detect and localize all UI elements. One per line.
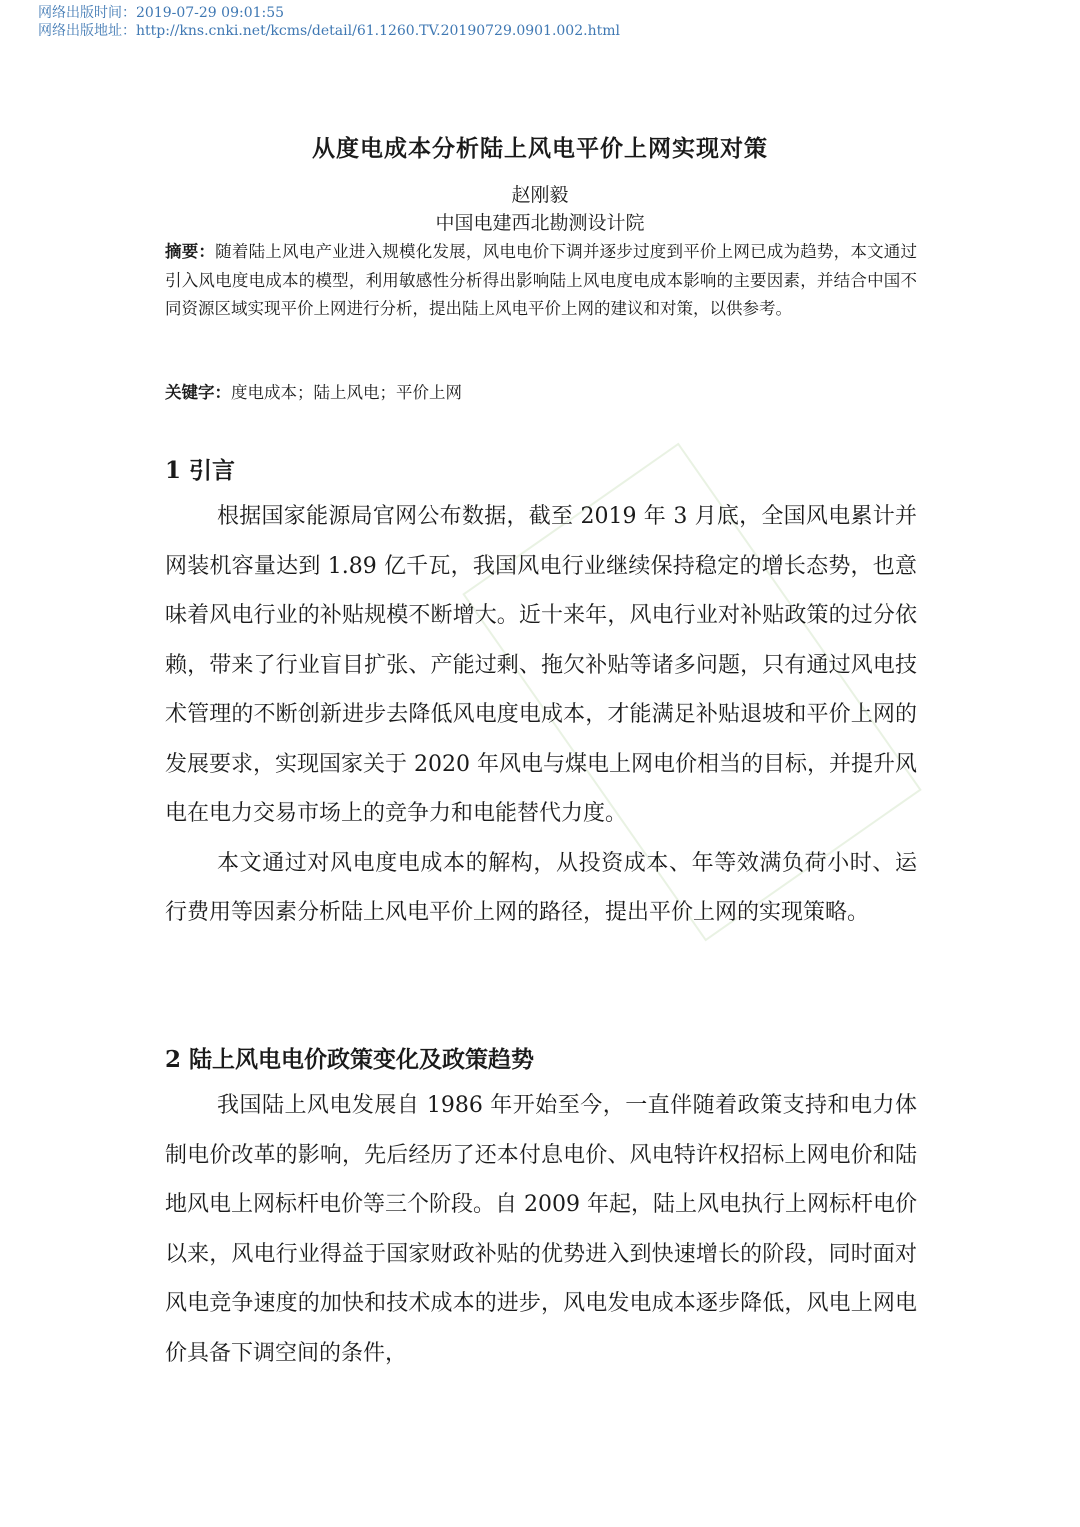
section-heading-intro: 1 引言: [165, 457, 236, 484]
author: 赵刚毅: [511, 184, 569, 206]
abstract: [165, 238, 917, 324]
abstract-text: 随着陆上风电产业进入规模化发展，风电电价下调并逐步过度到平价上网已成为趋势，本文通过引入风电度电成本的模型，利用敏感性分析得出影响陆上风电度电成本影响的主要因素，并结合中国不同资源区域实现平价上网进行分析，提出陆上风电平价上网的建议和对策，以供参考。: [165, 242, 918, 318]
paragraph: 我国陆上风电发展自 1986 年开始至今，一直伴随着政策支持和电力体制电价改革的影响，先后经历了还本付息电价、风电特许权招标上网电价和陆地风电上网标杆电价等三个阶段。自 2009 年起，陆上风电执行上网标杆电价以来，风电行业得益于国家财政补贴的优势进入到快速增长的阶段，同时面对风电竞争速度的加快和技术成本的进步，风电发电成本逐步降低，风电上网电价具备下调空间的条件，: [165, 1093, 917, 1366]
abstract-label: 摘要：: [165, 242, 216, 261]
section-body-policy: [165, 1081, 917, 1378]
paragraph: 本文通过对风电度电成本的解构，从投资成本、年等效满负荷小时、运行费用等因素分析陆上风电平价上网的路径，提出平价上网的实现策略。: [165, 850, 917, 925]
keywords-text: 度电成本；陆上风电；平价上网: [231, 383, 462, 402]
keywords-label: 关键字：: [165, 383, 231, 402]
publication-meta: [38, 4, 620, 40]
section-body-intro: [165, 492, 917, 938]
paragraph: 根据国家能源局官网公布数据，截至 2019 年 3 月底，全国风电累计并网装机容量达到 1.89 亿千瓦，我国风电行业继续保持稳定的增长态势，也意味着风电行业的补贴规模不断增大。近十来年，风电行业对补贴政策的过分依赖，带来了行业盲目扩张、产能过剩、拖欠补贴等诸多问题，只有通过风电技术管理的不断创新进步去降低风电度电成本，才能满足补贴退坡和平价上网的发展要求，实现国家关于 2020 年风电与煤电上网电价相当的目标，并提升风电在电力交易市场上的竞争力和电能替代力度。: [165, 504, 917, 826]
publish-url[interactable]: 网络出版地址：http://kns.cnki.net/kcms/detail/61.1260.TV.20190729.0901.002.html: [38, 23, 620, 39]
paper-title: 从度电成本分析陆上风电平价上网实现对策: [312, 135, 768, 162]
publish-time: 网络出版时间：2019-07-29 09:01:55: [38, 5, 285, 21]
section-heading-policy: 2 陆上风电电价政策变化及政策趋势: [165, 1046, 535, 1073]
keywords: [165, 380, 917, 406]
affiliation: 中国电建西北勘测设计院: [435, 212, 645, 234]
